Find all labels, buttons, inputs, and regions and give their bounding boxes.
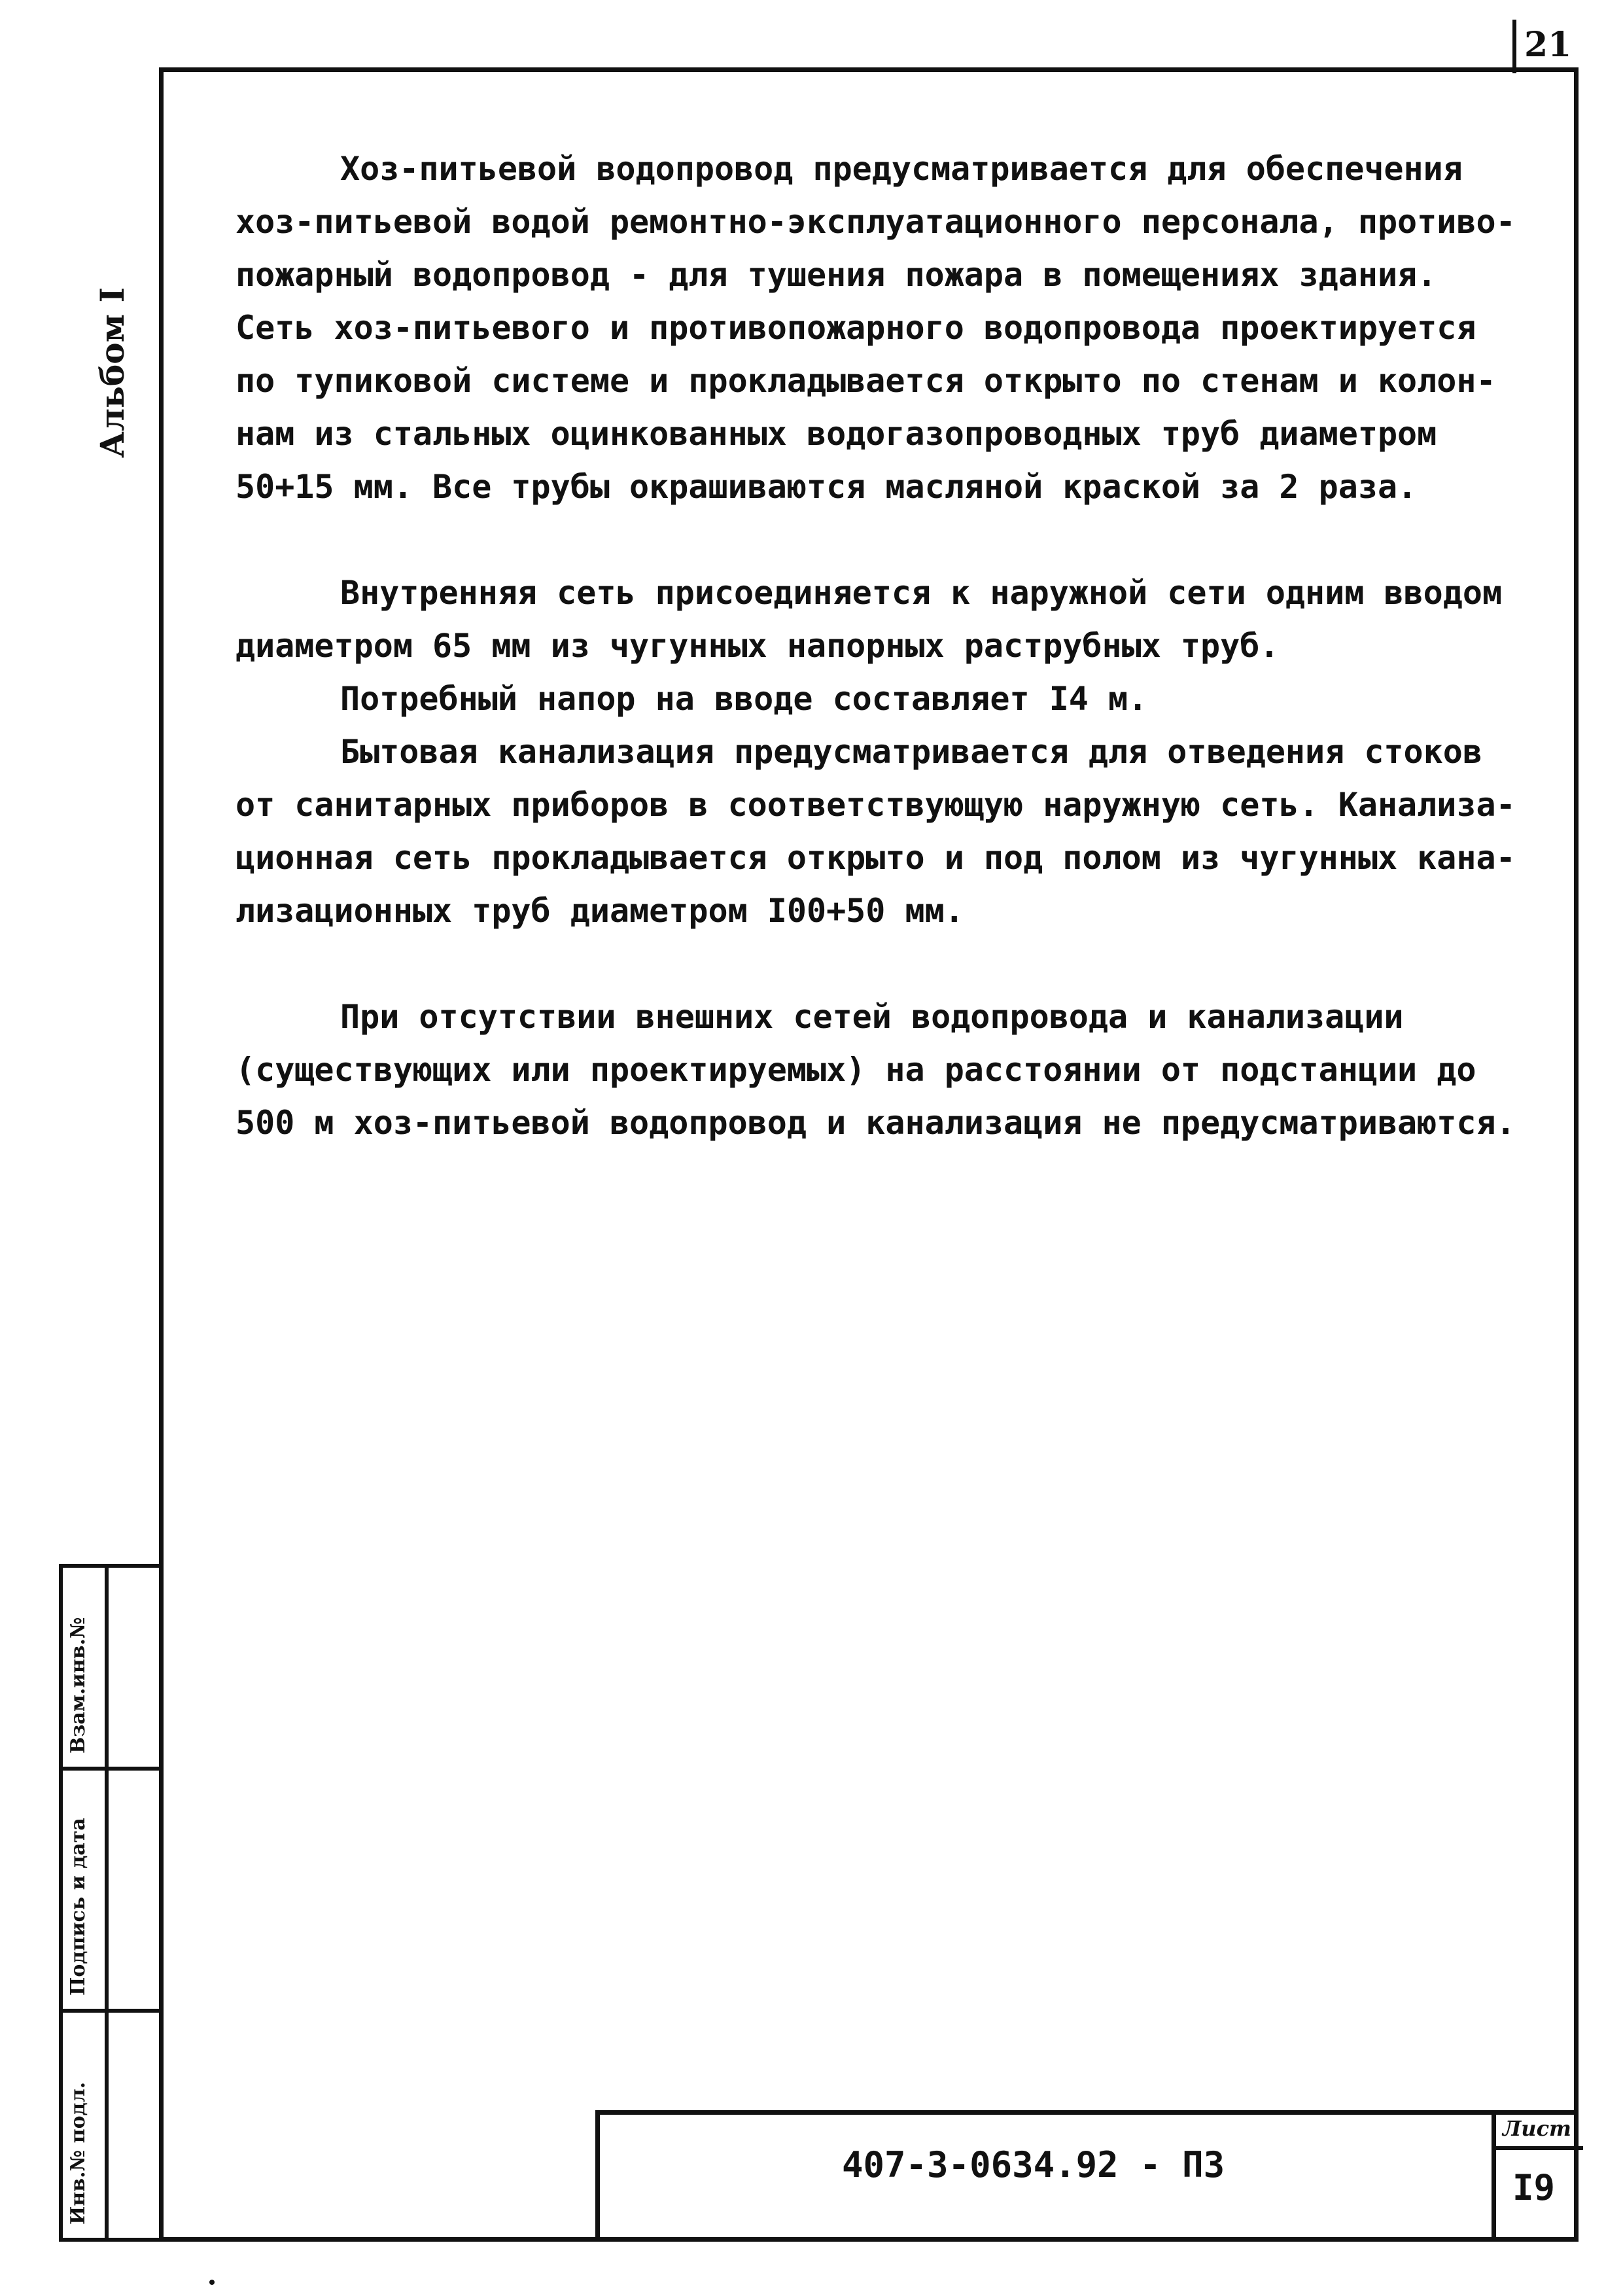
body-line: (существующих или проектируемых) на расстоянии от подстанции до [236,1051,1476,1089]
stamp-divider [105,1564,109,2242]
title-block-divider [1492,2115,1496,2242]
body-line: Потребный напор на вводе составляет I4 м. [340,680,1148,718]
body-line: от санитарных приборов в соответствующую наружную сеть. Канализа- [236,786,1516,824]
stamp-label-signature-date: Подпись и дата [67,1818,90,1996]
body-line: пожарный водопровод - для тушения пожара в помещениях здания. [236,256,1437,294]
body-line: нам из стальных оцинкованных водогазопроводных труб диаметром [236,415,1437,453]
document-body [236,143,1544,1150]
body-line: Хоз-питьевой водопровод предусматривается для обеспечения [340,150,1463,188]
title-block-divider [1492,2146,1583,2150]
paragraph-gap [236,938,1544,991]
body-line: При отсутствии внешних сетей водопровода и канализации [340,998,1404,1036]
scan-speck [209,2280,215,2285]
body-line: Бытовая канализация предусматривается для отведения стоков [340,733,1482,771]
body-line: лизационных труб диаметром I00+50 мм. [236,892,964,930]
body-line: Внутренняя сеть присоединяется к наружной сети одним вводом [340,574,1503,612]
body-line: диаметром 65 мм из чугунных напорных раструбных труб. [236,627,1280,665]
title-block [595,2110,1579,2242]
body-line: ционная сеть прокладывается открыто и под полом из чугунных кана- [236,839,1516,877]
stamp-divider [59,2009,164,2013]
sheet-number: I9 [1512,2167,1556,2208]
stamp-divider [59,1767,164,1771]
body-line: по тупиковой системе и прокладывается открыто по стенам и колон- [236,362,1496,400]
paragraph-gap [236,514,1544,567]
sheet-label: Лист [1503,2116,1571,2141]
page-number: 21 [1524,25,1572,65]
left-stamp-column [59,1564,164,2242]
stamp-label-replacement-inv: Взам.инв.№ [67,1617,90,1754]
stamp-label-original-inv: Инв.№ подл. [67,2081,90,2225]
document-code: 407-3-0634.92 - ПЗ [842,2144,1225,2185]
body-line: Сеть хоз-питьевого и противопожарного водопровода проектируется [236,309,1476,347]
album-label: Альбом I [93,287,131,458]
body-line: 50+15 мм. Все трубы окрашиваются масляной краской за 2 раза. [236,468,1418,506]
body-line: 500 м хоз-питьевой водопровод и канализация не предусматриваются. [236,1104,1516,1142]
body-line: хоз-питьевой водой ремонтно-эксплуатационного персонала, противо- [236,203,1516,241]
top-right-tick [1512,20,1516,73]
